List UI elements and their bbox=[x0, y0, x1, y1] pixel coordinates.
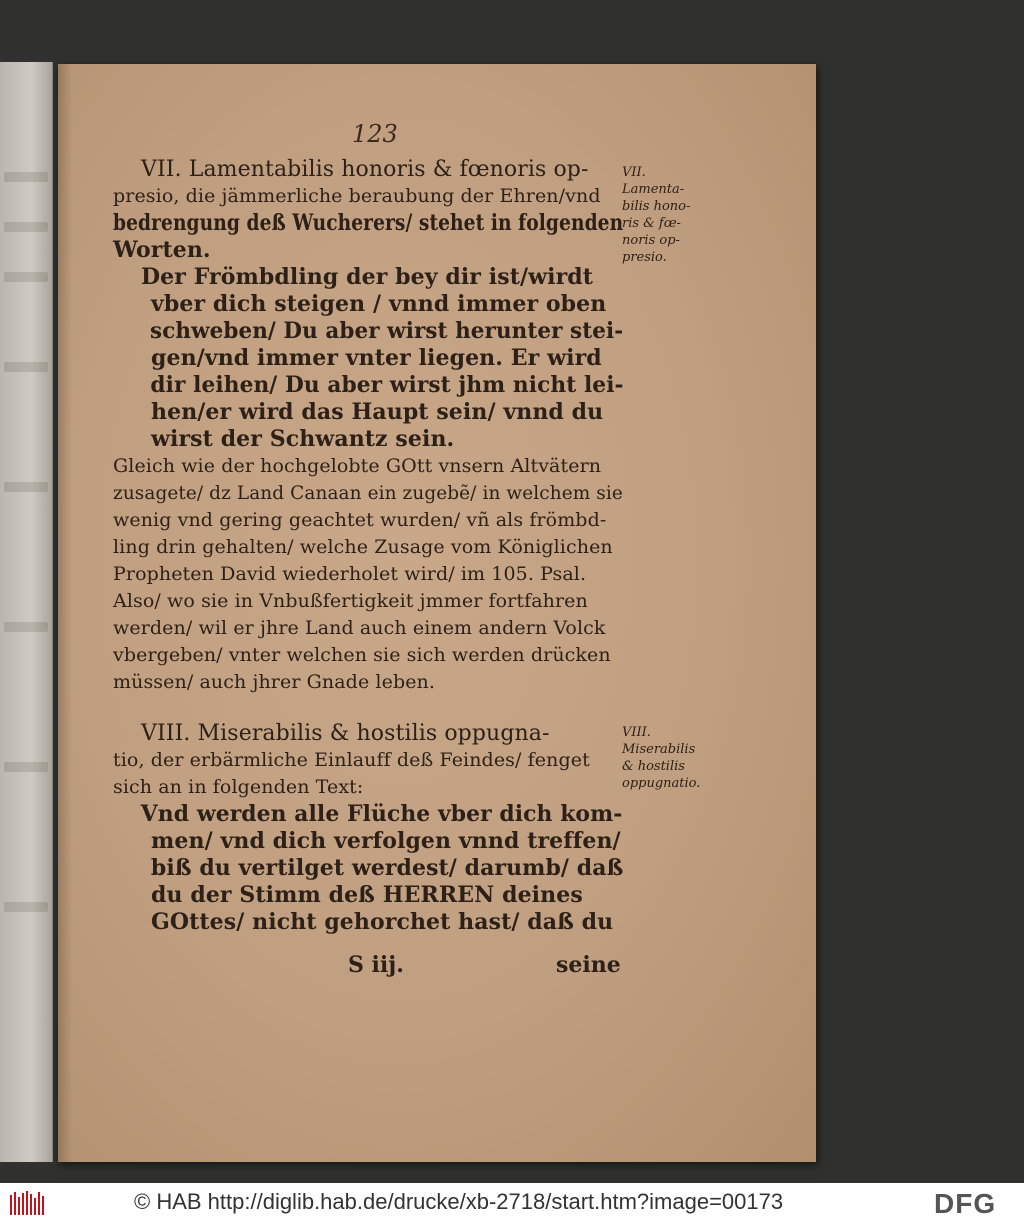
adjacent-page-edge bbox=[0, 62, 53, 1162]
scanned-page bbox=[58, 64, 816, 1162]
margin-note-line: oppugnatio. bbox=[622, 776, 701, 791]
margin-note-line: noris op- bbox=[622, 233, 680, 248]
line-gap bbox=[113, 696, 623, 720]
text-line: tio, der erbärmliche Einlauff deß Feindes/ fenget bbox=[113, 749, 590, 771]
margin-note-line: ris & fœ- bbox=[622, 216, 681, 231]
catchword: seine bbox=[556, 952, 621, 978]
text-line: schweben/ Du aber wirst herunter stei- bbox=[150, 318, 624, 344]
text-line: Vnd werden alle Flüche vber dich kom- bbox=[140, 801, 623, 827]
margin-note-viii bbox=[622, 724, 742, 792]
text-line: Der Frömbdling der bey dir ist/wirdt bbox=[141, 264, 594, 290]
text-line: gen/vnd immer vnter liegen. Er wird bbox=[151, 345, 602, 371]
footer-bar bbox=[0, 1183, 1024, 1223]
text-line: VII. Lamentabilis honoris & fœnoris op- bbox=[141, 157, 589, 182]
text-line: du der Stimm deß HERREN deines bbox=[151, 882, 583, 908]
text-line: müssen/ auch jhrer Gnade leben. bbox=[113, 671, 436, 693]
text-line: zusagete/ dz Land Canaan ein zugebẽ/ in welchem sie bbox=[113, 482, 623, 504]
text-line: bedrengung deß Wucherers/ stehet in folgenden bbox=[113, 210, 624, 236]
page-number: 123 bbox=[352, 120, 398, 148]
signature-mark: S iij. bbox=[348, 952, 404, 978]
text-line: presio, die jämmerliche beraubung der Ehren/vnd bbox=[113, 185, 601, 207]
hab-logo-icon bbox=[8, 1189, 46, 1217]
page-body-text bbox=[113, 156, 623, 936]
margin-note-line: bilis hono- bbox=[622, 199, 691, 214]
text-line: wenig vnd gering geachtet wurden/ vñ als frömbd- bbox=[113, 509, 607, 531]
text-line: ling drin gehalten/ welche Zusage vom Königlichen bbox=[113, 536, 613, 558]
text-line: Also/ wo sie in Vnbußfertigkeit jmmer fortfahren bbox=[113, 590, 588, 612]
text-line: wirst der Schwantz sein. bbox=[151, 426, 455, 452]
text-line: Propheten David wiederholet wird/ im 105. Psal. bbox=[113, 563, 587, 585]
margin-note-line: presio. bbox=[622, 250, 667, 265]
text-line: sich an in folgenden Text: bbox=[113, 776, 364, 798]
margin-note-line: Miserabilis bbox=[622, 742, 696, 757]
copyright-text: © HAB http://diglib.hab.de/drucke/xb-2718/start.htm?image=00173 bbox=[134, 1189, 784, 1214]
text-line: GOttes/ nicht gehorchet hast/ daß du bbox=[151, 909, 614, 935]
text-line: werden/ wil er jhre Land auch einem andern Volck bbox=[113, 617, 606, 639]
text-line: dir leihen/ Du aber wirst jhm nicht lei- bbox=[150, 372, 624, 398]
margin-note-vii bbox=[622, 164, 742, 266]
text-line: Worten. bbox=[113, 237, 211, 263]
margin-note-line: VIII. bbox=[622, 725, 651, 740]
text-line: VIII. Miserabilis & hostilis oppugna- bbox=[141, 721, 550, 746]
margin-note-line: Lamenta- bbox=[622, 182, 685, 197]
text-line: vbergeben/ vnter welchen sie sich werden drücken bbox=[113, 644, 611, 666]
dfg-logo: DFG bbox=[934, 1188, 997, 1219]
text-line: hen/er wird das Haupt sein/ vnnd du bbox=[151, 399, 604, 425]
text-line: Gleich wie der hochgelobte GOtt vnsern Altvätern bbox=[113, 455, 602, 477]
margin-note-line: VII. bbox=[622, 165, 646, 180]
text-line: men/ vnd dich verfolgen vnnd treffen/ bbox=[151, 828, 621, 854]
page-gutter-shadow bbox=[58, 64, 72, 1162]
margin-note-line: & hostilis bbox=[622, 759, 685, 774]
text-line: biß du vertilget werdest/ darumb/ daß bbox=[150, 855, 624, 881]
text-line: vber dich steigen / vnnd immer oben bbox=[151, 291, 607, 317]
